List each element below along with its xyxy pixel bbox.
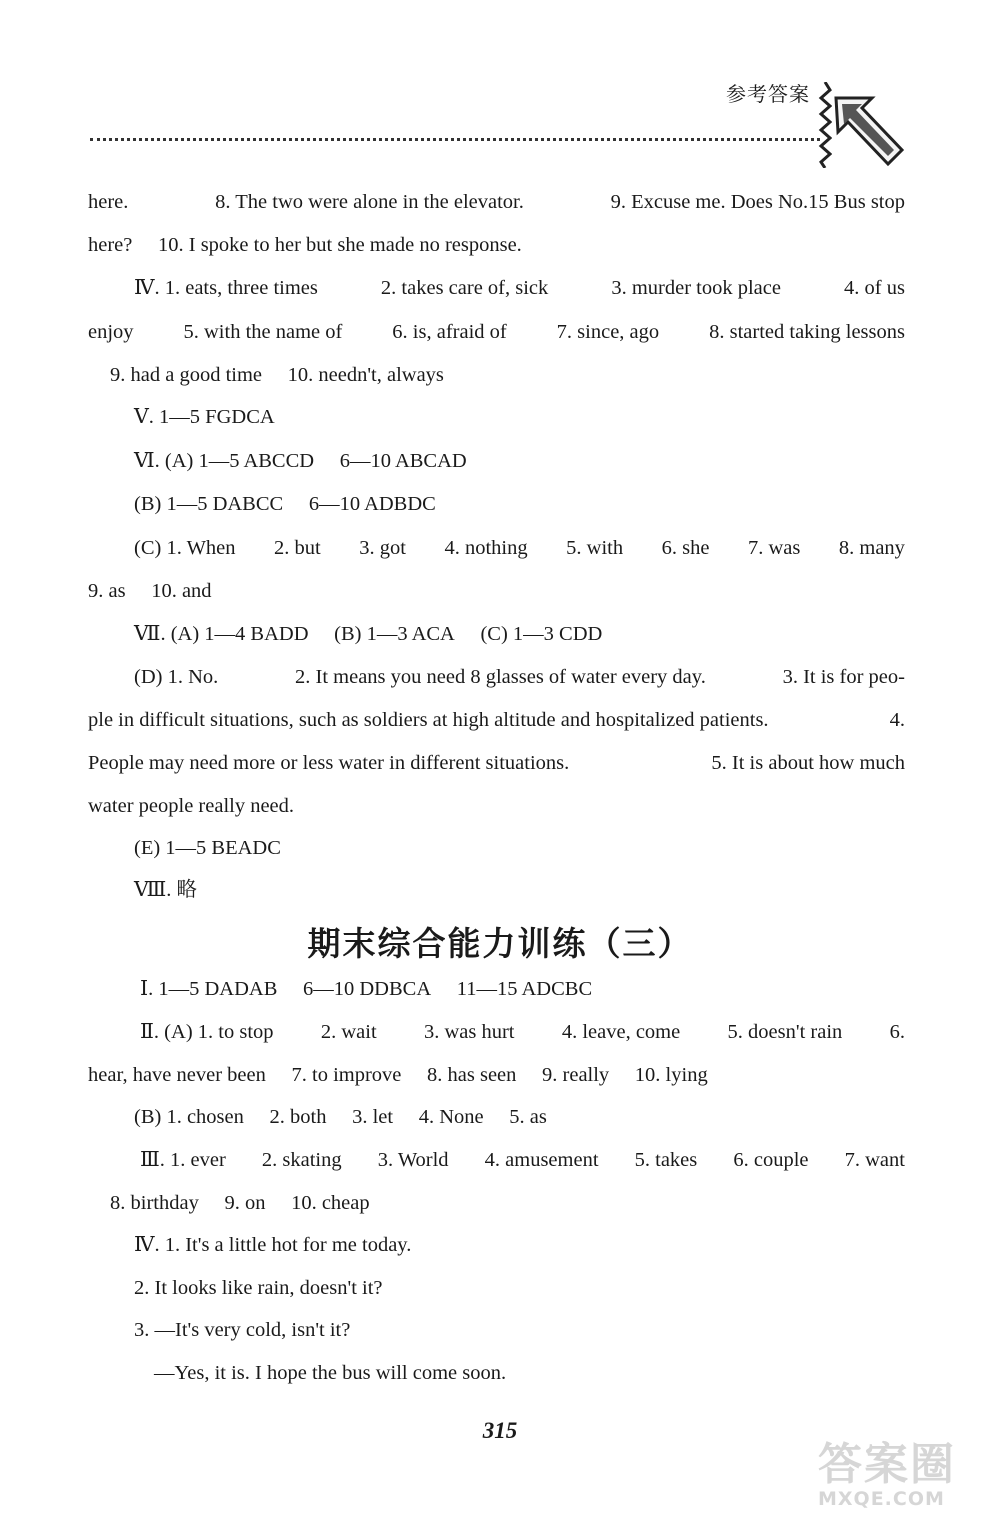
answer-line: here? 10. I spoke to her but she made no response. bbox=[88, 234, 522, 256]
answer-line: Ⅳ. 1. eats, three times 2. takes care of, sick 3. murder took place 4. of us bbox=[134, 277, 905, 299]
answer-line: 9. had a good time 10. needn't, always bbox=[110, 364, 444, 386]
answer-line: Ⅰ. 1—5 DADAB 6—10 DDBCA 11—15 ADCBC bbox=[140, 978, 593, 1000]
answer-line: 8. birthday 9. on 10. cheap bbox=[110, 1192, 370, 1214]
answer-line: enjoy 5. with the name of 6. is, afraid of 7. since, ago 8. started taking lessons bbox=[88, 321, 905, 343]
page-number: 315 bbox=[482, 1418, 518, 1443]
answer-line: Ⅲ. 1. ever 2. skating 3. World 4. amusement 5. takes 6. couple 7. want bbox=[140, 1149, 905, 1171]
watermark-logo: 答案圈 MXQE.COM bbox=[818, 1439, 956, 1510]
answer-line: 3. —It's very cold, isn't it? bbox=[134, 1319, 351, 1341]
answer-line: Ⅷ. 略 bbox=[134, 879, 198, 901]
answer-line: hear, have never been 7. to improve 8. has seen 9. really 10. lying bbox=[88, 1064, 708, 1086]
header-section-label: 参考答案 bbox=[726, 82, 810, 106]
header-divider bbox=[90, 138, 820, 141]
answer-line: (E) 1—5 BEADC bbox=[134, 837, 281, 859]
answer-line: Ⅶ. (A) 1—4 BADD (B) 1—3 ACA (C) 1—3 CDD bbox=[134, 623, 603, 645]
answer-line: ple in difficult situations, such as soldiers at high altitude and hospitalized patients. 4. bbox=[88, 709, 905, 731]
answer-line: Ⅵ. (A) 1—5 ABCCD 6—10 ABCAD bbox=[134, 450, 467, 472]
answer-line: (B) 1. chosen 2. both 3. let 4. None 5. as bbox=[134, 1106, 547, 1128]
zigzag-border-icon bbox=[818, 82, 832, 168]
answer-line: (D) 1. No. 2. It means you need 8 glasses of water every day. 3. It is for peo- bbox=[134, 666, 905, 688]
answer-line: Ⅳ. 1. It's a little hot for me today. bbox=[134, 1234, 412, 1256]
answer-line: water people really need. bbox=[88, 795, 295, 817]
arrow-icon bbox=[832, 94, 906, 170]
section-title: 期末综合能力训练（三） bbox=[307, 924, 693, 963]
answer-line: People may need more or less water in different situations. 5. It is about how much bbox=[88, 752, 905, 774]
answer-line: Ⅱ. (A) 1. to stop 2. wait 3. was hurt 4. leave, come 5. doesn't rain 6. bbox=[140, 1021, 905, 1043]
answer-line: 2. It looks like rain, doesn't it? bbox=[134, 1277, 383, 1299]
answer-line: (B) 1—5 DABCC 6—10 ADBDC bbox=[134, 493, 436, 515]
answer-line: (C) 1. When 2. but 3. got 4. nothing 5. with 6. she 7. was 8. many bbox=[134, 537, 905, 559]
answer-line: 9. as 10. and bbox=[88, 580, 212, 602]
answer-line: here. 8. The two were alone in the elevator. 9. Excuse me. Does No.15 Bus stop bbox=[88, 191, 905, 213]
answer-line: —Yes, it is. I hope the bus will come soon. bbox=[154, 1362, 507, 1384]
answer-line: Ⅴ. 1—5 FGDCA bbox=[134, 406, 275, 428]
